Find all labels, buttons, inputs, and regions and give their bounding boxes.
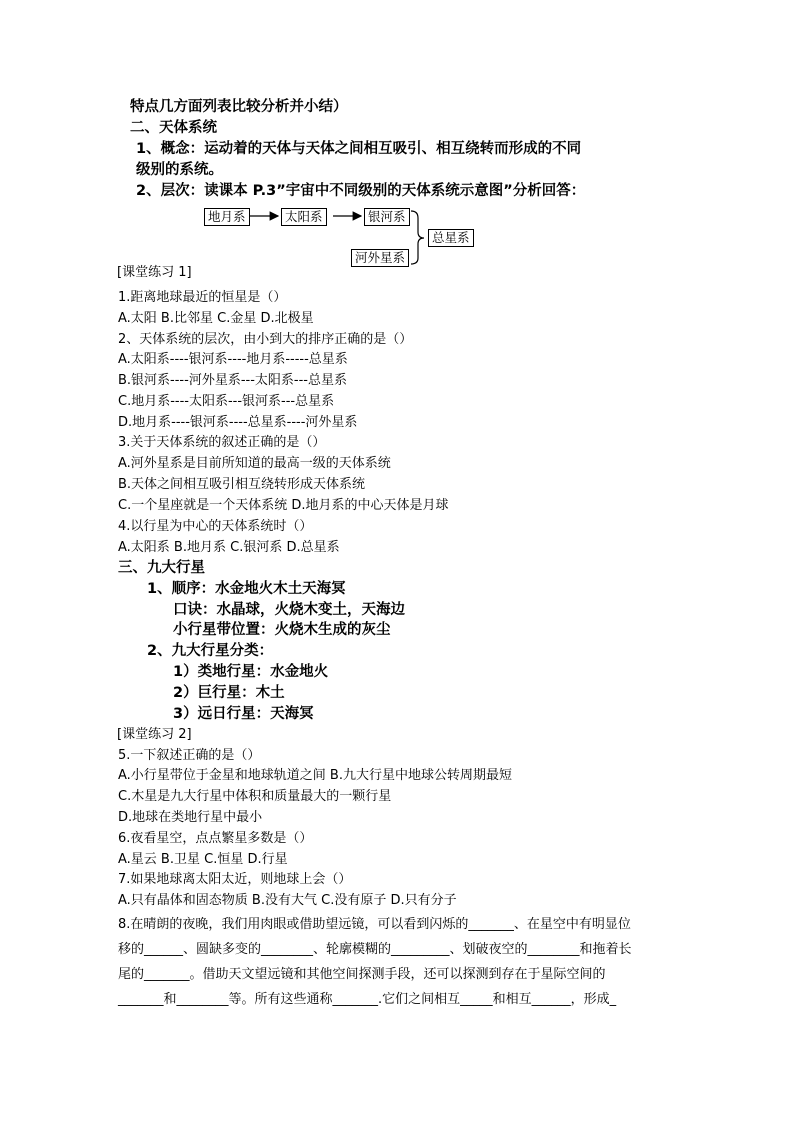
q2-option-b: B.银河系----河外星系---太阳系---总星系 [118,373,347,388]
box-solar: 太阳系 [281,208,327,226]
q5-option-c: C.木星是九大行星中体积和质量最大的一颗行星 [118,789,392,804]
intro-line: 特点几方面列表比较分析并小结） [130,99,348,115]
q7: 7.如果地球离太阳太近，则地球上会（） [118,872,352,887]
q2-option-c: C.地月系----太阳系---银河系---总星系 [118,394,335,409]
q3-option-a: A.河外星系是目前所知道的最高一级的天体系统 [118,456,391,471]
q5: 5.一下叙述正确的是（） [118,748,261,763]
box-milky-way: 银河系 [364,208,410,226]
q4-options: A.太阳系 B.地月系 C.银河系 D.总星系 [118,540,340,555]
q8-line-3: 尾的_______。借助天文望远镜和其他空间探测手段，还可以探测到存在于星际空间的 [118,967,606,982]
level-line: 2、层次：读课本 P.3”宇宙中不同级别的天体系统示意图”分析回答： [136,183,586,199]
giant-planets: 2）巨行星：木土 [173,685,285,701]
q8-line-1: 8.在晴朗的夜晚，我们用肉眼或借助望远镜，可以看到闪烁的_______、在星空中有明显位 [118,917,631,932]
asteroid-belt-position: 小行星带位置：火烧木生成的灰尘 [173,622,391,638]
q8-line-2: 移的______、圆缺多变的________、轮廓模糊的_________、划破夜空的________和拖着长 [118,942,632,957]
q1-options: A.太阳 B.比邻星 C.金星 D.北极星 [118,311,314,326]
q8-line-4: _______和________等。所有这些通称_______.它们之间相互_____和相互______，形成_ [118,992,617,1007]
terrestrial-planets: 1）类地行星：水金地火 [173,664,329,680]
practice1-header: [课堂练习 1] [117,265,192,280]
planet-mnemonic: 口诀：水晶球，火烧木变土，天海边 [173,602,405,618]
section-title-nine-planets: 三、九大行星 [118,560,205,576]
brace-to-total [411,211,424,264]
q3: 3.关于天体系统的叙述正确的是（） [118,435,326,450]
q1: 1.距离地球最近的恒星是（） [118,290,287,305]
q5-options-ab: A.小行星带位于金星和地球轨道之间 B.九大行星中地球公转周期最短 [118,768,512,783]
planet-classification: 2、九大行星分类： [147,643,274,659]
planet-order: 1、顺序：水金地火木土天海冥 [147,581,346,597]
q2: 2、天体系统的层次，由小到大的排序正确的是（） [118,332,413,347]
q5-option-d: D.地球在类地行星中最小 [118,810,263,825]
q6-options: A.星云 B.卫星 C.恒星 D.行星 [118,852,288,867]
distant-planets: 3）远日行星：天海冥 [173,706,314,722]
box-extragalactic: 河外星系 [351,249,409,267]
q2-option-a: A.太阳系----银河系----地月系-----总星系 [118,352,348,367]
q4: 4.以行星为中心的天体系统时（） [118,519,313,534]
q2-option-d: D.地月系----银河系----总星系----河外星系 [118,415,358,430]
q3-option-b: B.天体之间相互吸引相互绕转形成天体系统 [118,477,366,492]
section-title-celestial-systems: 二、天体系统 [130,120,217,136]
concept-line-1: 1、概念：运动着的天体与天体之间相互吸引、相互绕转而形成的不同 [136,141,582,157]
diagram-connectors [0,0,794,300]
concept-line-2: 级别的系统。 [136,162,223,178]
box-earth-moon: 地月系 [204,208,250,226]
box-total: 总星系 [428,229,474,247]
q6: 6.夜看星空，点点繁星多数是（） [118,831,313,846]
q3-option-cd: C.一个星座就是一个天体系统 D.地月系的中心天体是月球 [118,498,449,513]
practice2-header: [课堂练习 2] [117,727,192,742]
q7-options: A.只有晶体和固态物质 B.没有大气 C.没有原子 D.只有分子 [118,893,457,908]
